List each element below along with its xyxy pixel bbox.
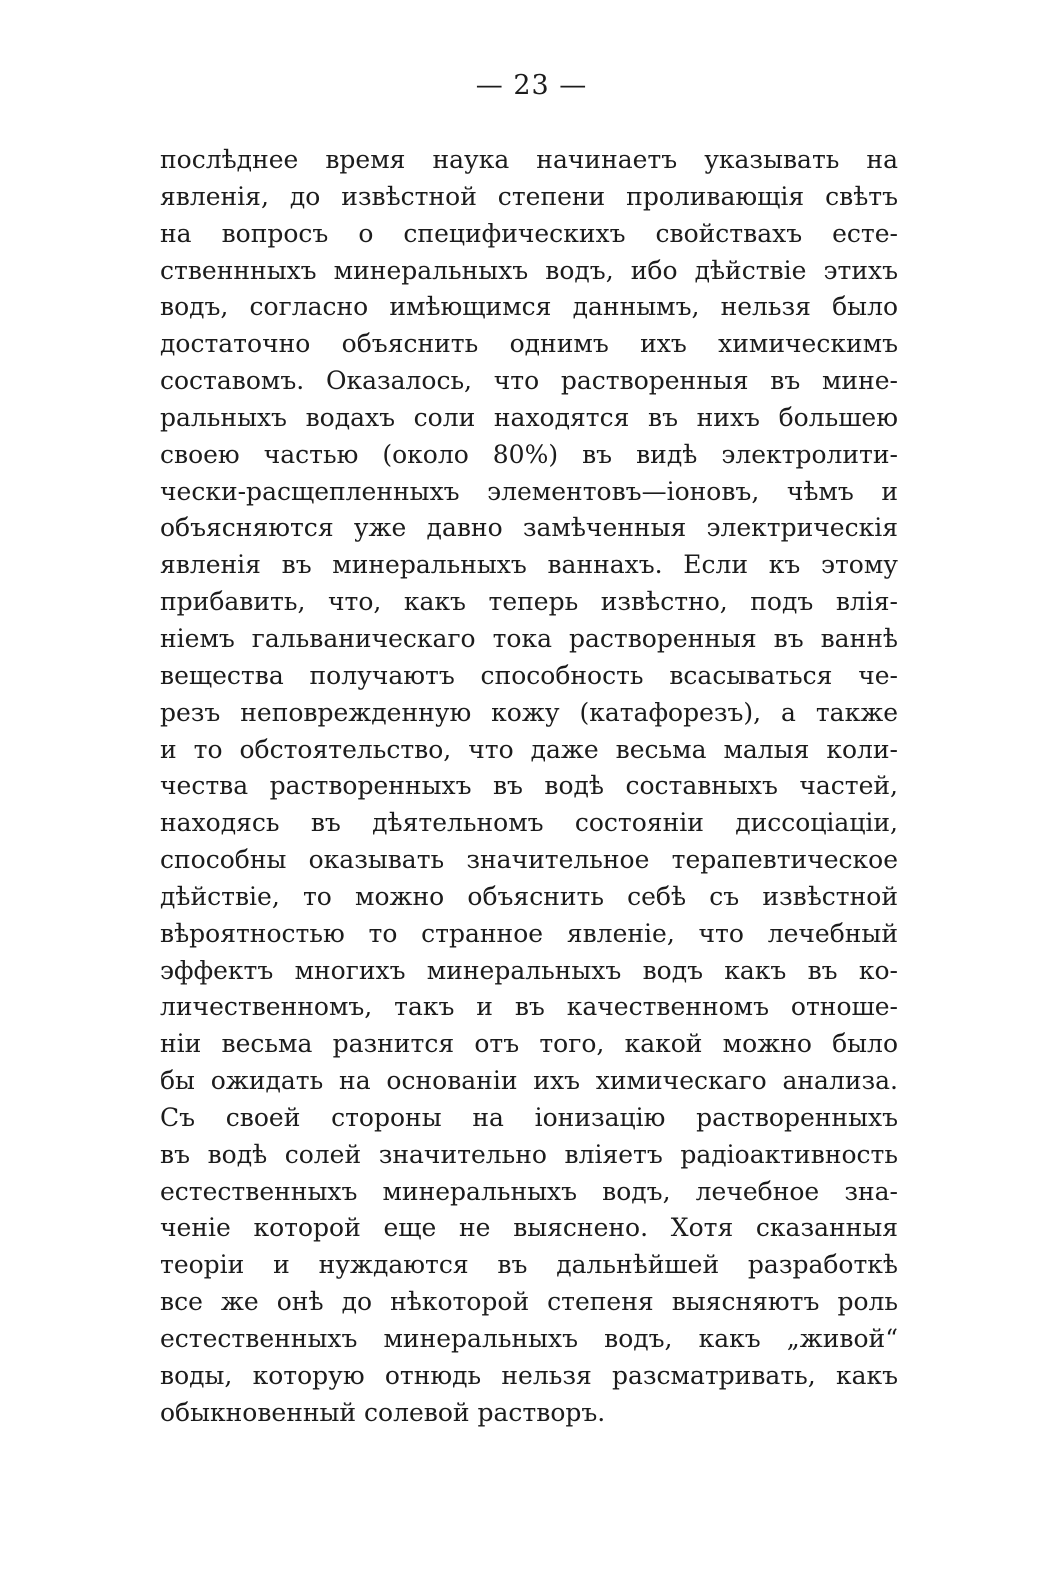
text-line: прибавить, что, какъ теперь извѣстно, подъ влія- [160, 587, 898, 617]
text-line: ніи весьма разнится отъ того, какой можно было [160, 1029, 898, 1059]
text-line: естественныхъ минеральныхъ водъ, какъ „живой“ [160, 1324, 898, 1353]
text-line: послѣднее время наука начинаетъ указывать на [160, 145, 898, 174]
text-line: чески-расщепленныхъ элементовъ—іоновъ, чѣмъ и [160, 476, 898, 506]
body-text [160, 142, 898, 1432]
text-line: резъ неповрежденную кожу (катафорезъ), а также [160, 697, 898, 727]
text-line: бы ожидать на основаніи ихъ химическаго анализа. [160, 1066, 898, 1096]
text-line: дѣйствіе, то можно объяснить себѣ съ извѣстной [160, 881, 898, 911]
text-line: теоріи и нуждаются въ дальнѣйшей разработкѣ [160, 1250, 898, 1280]
text-line: ченіе которой еще не выяснено. Хотя сказанныя [160, 1213, 898, 1243]
text-line: личественномъ, такъ и въ качественномъ отноше- [160, 992, 898, 1022]
text-line: въ водѣ солей значительно вліяетъ радіоактивность [160, 1139, 898, 1169]
text-line: объясняются уже давно замѣченныя электрическія [160, 513, 898, 543]
page-number: — 23 — [475, 70, 588, 101]
text-line: водъ, согласно имѣющимся даннымъ, нельзя было [160, 292, 898, 322]
text-line: воды, которую отнюдь нельзя разсматривать, какъ [160, 1360, 898, 1390]
text-line: явленія въ минеральныхъ ваннахъ. Если къ этому [160, 550, 898, 580]
text-line: достаточно объяснить однимъ ихъ химическимъ [160, 329, 898, 359]
text-line: находясь въ дѣятельномъ состояніи диссоціаціи, [160, 808, 898, 838]
text-line: ственнныхъ минеральныхъ водъ, ибо дѣйствіе этихъ [160, 255, 898, 285]
text-line: и то обстоятельство, что даже весьма малыя коли- [160, 734, 898, 764]
text-line: на вопросъ о специфическихъ свойствахъ есте- [160, 218, 898, 248]
text-line: обыкновенный солевой растворъ. [160, 1397, 606, 1427]
text-line: составомъ. Оказалось, что растворенныя въ мине- [160, 366, 898, 396]
text-line: Съ своей стороны на іонизацію растворенныхъ [160, 1102, 898, 1132]
text-line: способны оказывать значительное терапевтическое [160, 845, 898, 875]
text-line: чества растворенныхъ въ водѣ составныхъ частей, [160, 771, 898, 801]
text-line: своею частью (около 80%) въ видѣ электролити- [160, 439, 898, 469]
text-line: все же онѣ до нѣкоторой степеня выясняютъ роль [160, 1287, 898, 1317]
text-line: эффектъ многихъ минеральныхъ водъ какъ въ ко- [160, 955, 898, 985]
text-line: явленія, до извѣстной степени проливающія свѣтъ [160, 181, 898, 211]
text-line: естественныхъ минеральныхъ водъ, лечебное зна- [160, 1176, 898, 1206]
text-line: ніемъ гальваническаго тока растворенныя въ ваннѣ [160, 623, 898, 653]
text-line: ральныхъ водахъ соли находятся въ нихъ большею [160, 402, 898, 432]
text-line: вещества получаютъ способность всасываться че- [160, 660, 898, 690]
text-line: вѣроятностью то странное явленіе, что лечебный [160, 918, 898, 948]
